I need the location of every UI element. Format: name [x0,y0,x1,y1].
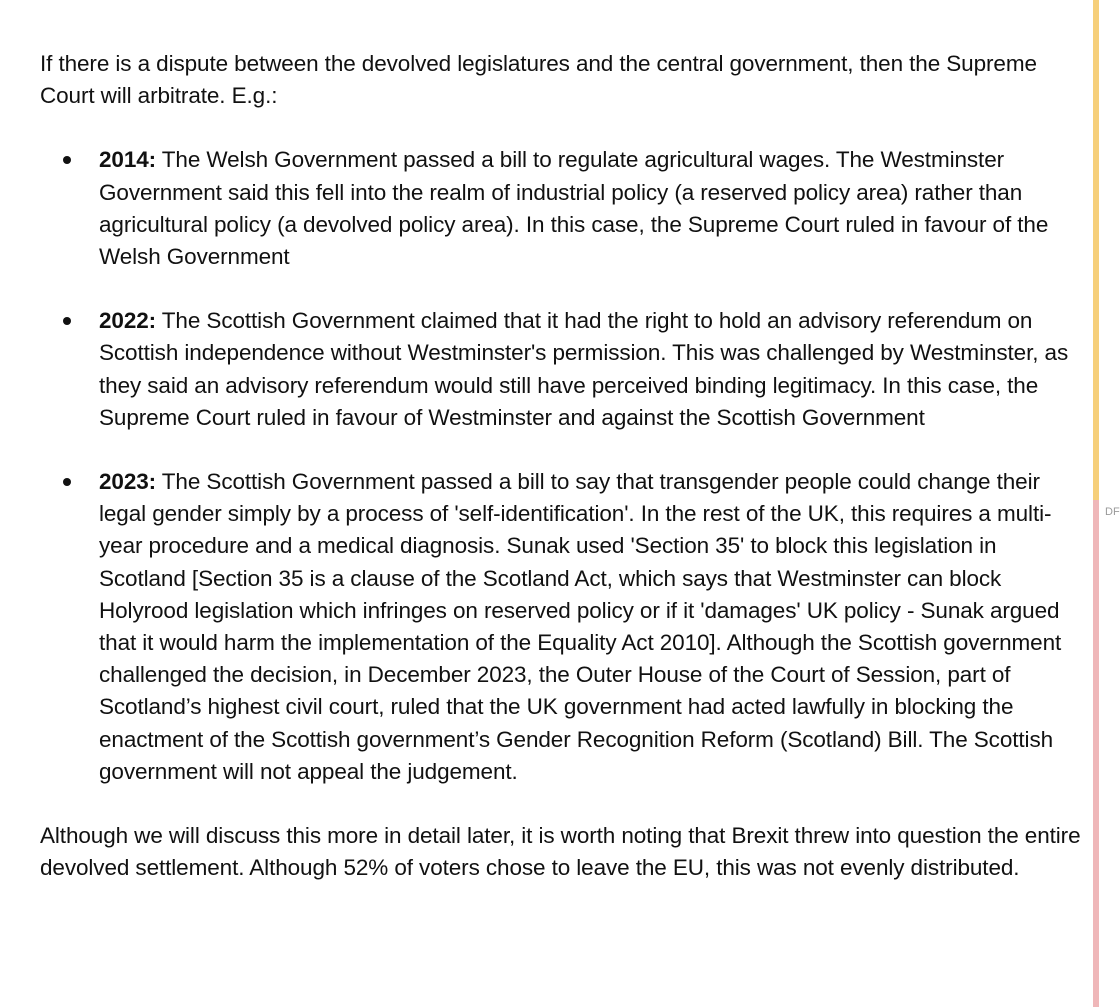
intro-paragraph: If there is a dispute between the devolved legislatures and the central government, then the Supreme Court will arbitrate. E.g.: [40,51,1037,109]
list-item [40,305,1085,434]
list-item [40,466,1085,788]
list-item [40,144,1085,273]
document-body [40,48,1085,884]
bullet-text: The Welsh Government passed a bill to regulate agricultural wages. The Westminster Government said this fell into the realm of industrial policy (a reserved policy area) rather than agricultural policy (a devolved policy area). In this case, the Supreme Court ruled in favour of the Welsh Government [99,147,1049,270]
bullet-dot-icon [63,478,71,486]
bullet-year: 2022: [99,308,157,334]
bullet-year: 2014: [99,147,157,173]
bullet-dot-icon [63,317,71,325]
bullet-text: The Scottish Government passed a bill to say that transgender people could change their legal gender simply by a process of 'self-identification'. In the rest of the UK, this requires a multi-year procedure and a medical diagnosis. Sunak used 'Section 35' to block this legislation in Scotland [Section 35 is a clause of the Scotland Act, which says that Westminster can block Holyrood legislation which infringes on reserved policy or if it 'damages' UK policy - Sunak argued that it would harm the implementation of the Equality Act 2010]. Although the Scottish government challenged the decision, in December 2023, the Outer House of the Court of Session, part of Scotland’s highest civil court, ruled that the UK government had acted lawfully in blocking the enactment of the Scottish government’s Gender Recognition Reform (Scotland) Bill. The Scottish government will not appeal the judgement. [99,469,1062,784]
bullet-text: The Scottish Government claimed that it had the right to hold an advisory referendum on Scottish independence without Westminster's permission. This was challenged by Westminster, as they said an advisory referendum would still have perceived binding legitimacy. In this case, the Supreme Court ruled in favour of Westminster and against the Scottish Government [99,308,1069,430]
bullet-dot-icon [63,156,71,164]
margin-bar-bottom-segment [1093,500,1099,1007]
bullet-list [40,144,1085,788]
bullet-year: 2023: [99,469,157,495]
margin-color-bar [1093,0,1099,1007]
margin-bar-top-segment [1093,0,1099,500]
margin-label: DF [1105,506,1120,518]
outro-paragraph: Although we will discuss this more in detail later, it is worth noting that Brexit threw into question the entire devolved settlement. Although 52% of voters chose to leave the EU, this was not evenly distributed. [40,823,1081,881]
